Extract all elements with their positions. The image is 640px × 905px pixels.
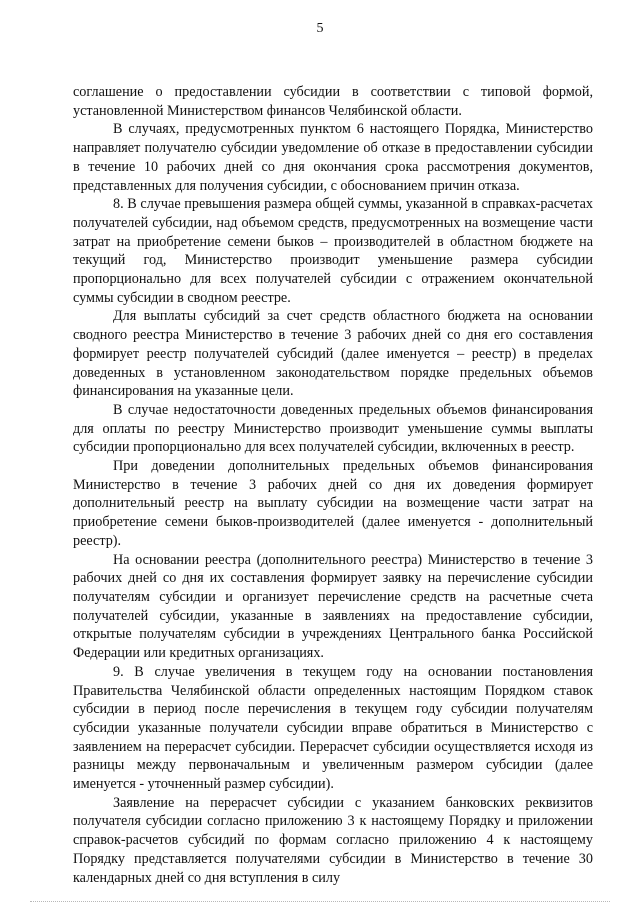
paragraph-item-9: 9. В случае увеличения в текущем году на основании постановления Правительства Челябинской области определенных настоящим Порядком ставок субсидии в период после перечисления в текущем году субсидии получателям субсидии указанные получатели субсидии вправе обратиться в Министерство с заявлением на перерасчет субсидии. Перерасчет субсидии осуществляется исходя из разницы между первоначальным и увеличенным размером субсидии (далее именуется - уточненный размер субсидии). xyxy=(73,663,593,793)
paragraph-recalculation-application: Заявление на перерасчет субсидии с указанием банковских реквизитов получателя субсидии согласно приложению 3 к настоящему Порядку и приложении справок-расчетов субсидий по формам согласно приложению 4 к настоящему Порядку представляется получателями субсидии в Министерство в течение 30 календарных дней со дня вступления в силу xyxy=(73,794,593,886)
document-body xyxy=(73,83,593,887)
paragraph-insufficient-limits: В случае недостаточности доведенных предельных объемов финансирования для оплаты по реестру Министерство производит уменьшение суммы выплаты субсидии пропорционально для всех получателей субсидии, включенных в реестр. xyxy=(73,401,593,456)
paragraph-additional-registry: При доведении дополнительных предельных объемов финансирования Министерство в течение 3 рабочих дней со дня их доведения формирует дополнительный реестр на выплату субсидии на возмещение части затрат на приобретение семени быков-производителей (далее именуется - дополнительный реестр). xyxy=(73,458,593,549)
scan-edge-divider xyxy=(30,901,610,903)
paragraph-transfer-request: На основании реестра (дополнительного реестра) Министерство в течение 3 рабочих дней со дня их составления формирует заявку на перечисление субсидии получателям субсидии и организует перечисление средств на расчетные счета получателей субсидии, указанные в заявлениях на предоставление субсидии, открытые получателям субсидии в учреждениях Центрального банка Российской Федерации или кредитных организациях. xyxy=(73,551,593,662)
paragraph-agreement-form: соглашение о предоставлении субсидии в соответствии с типовой формой, установленной Министерством финансов Челябинской области. xyxy=(73,84,593,119)
page-number: 5 xyxy=(316,21,324,36)
paragraph-refusal-notice: В случаях, предусмотренных пунктом 6 настоящего Порядка, Министерство направляет получателю субсидии уведомление об отказе в предоставлении субсидии в течение 10 рабочих дней со дня окончания срока рассмотрения документов, представленных для получения субсидии, с обоснованием причин отказа. xyxy=(73,121,593,194)
paragraph-registry-formation: Для выплаты субсидий за счет средств областного бюджета на основании сводного реестра Министерство в течение 3 рабочих дней со дня его составления формирует реестр получателей субсидий (далее именуется – реестр) в пределах доведенных в установленном законодательством порядке предельных объемов финансирования на указанные цели. xyxy=(73,308,593,400)
paragraph-item-8: 8. В случае превышения размера общей суммы, указанной в справках-расчетах получателей субсидии, над объемом средств, предусмотренных на возмещение части затрат на приобретение семени быков – производителей в областном бюджете на текущий год, Министерство производит уменьшение размера субсидии пропорционально для всех получателей субсидии с отражением окончательной суммы субсидии в сводном реестре. xyxy=(73,196,593,306)
